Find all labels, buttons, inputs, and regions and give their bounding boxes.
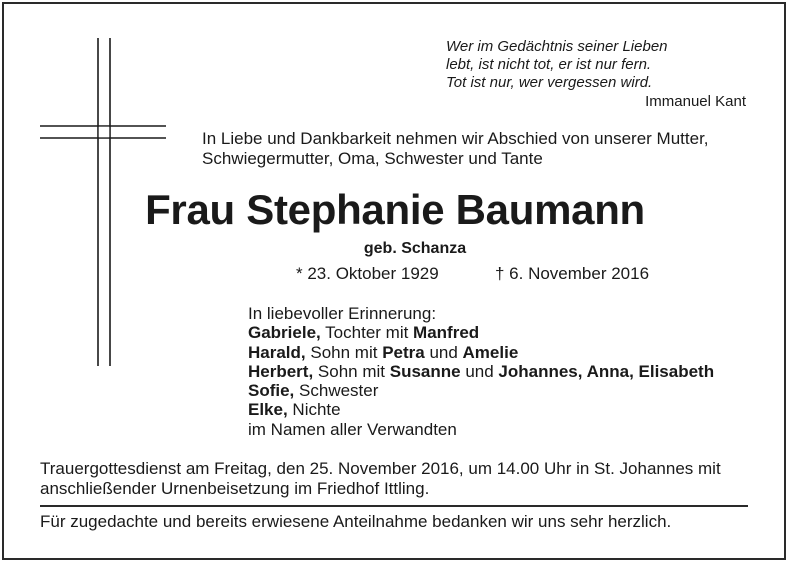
mourner-name: Johannes, Anna, Elisabeth: [498, 361, 715, 381]
mourner-row: [248, 323, 768, 342]
relation-text: Nichte: [287, 400, 341, 420]
relation-text: Tochter mit: [320, 323, 414, 343]
death-date: † 6. November 2016: [495, 264, 650, 283]
quote-line: Tot ist nur, wer vergessen wird.: [446, 74, 653, 91]
service-line: anschließender Urnenbeisetzung im Friedhof Ittling.: [40, 479, 430, 498]
mourner-row: [248, 343, 768, 362]
mourners-list: [248, 304, 768, 439]
thanks-text: Für zugedachte und bereits erwiesene Anteilnahme bedanken wir uns sehr herzlich.: [40, 512, 672, 531]
quote-line: lebt, ist nicht tot, er ist nur fern.: [446, 56, 652, 73]
intro-text: [202, 129, 762, 169]
relation-text: Sohn mit: [313, 361, 390, 381]
mourner-row: [248, 362, 768, 381]
birth-date: * 23. Oktober 1929: [296, 264, 439, 283]
mourner-name: Gabriele,: [248, 323, 321, 343]
mourner-name: Harald,: [248, 342, 306, 362]
mourners-heading: In liebevoller Erinnerung:: [248, 304, 437, 323]
mourners-closing: im Namen aller Verwandten: [248, 419, 457, 439]
intro-line: In Liebe und Dankbarkeit nehmen wir Abschied von unserer Mutter,: [202, 129, 709, 148]
deceased-name: Frau Stephanie Baumann: [145, 186, 645, 233]
mourner-row: [248, 381, 768, 400]
relation-text: Sohn mit: [305, 342, 383, 362]
mourner-name: Susanne: [389, 361, 461, 381]
quote: [446, 38, 746, 111]
service-line: Trauergottesdienst am Freitag, den 25. November 2016, um 14.00 Uhr in St. Johannes mit: [40, 459, 721, 478]
mourner-name: Herbert,: [248, 361, 314, 381]
mourner-name: Manfred: [413, 323, 480, 343]
mourner-name: Sofie,: [248, 381, 295, 401]
relation-text: Schwester: [294, 381, 379, 401]
quote-author: Immanuel Kant: [645, 93, 746, 110]
relation-text: und: [424, 342, 463, 362]
quote-line: Wer im Gedächtnis seiner Lieben: [446, 38, 668, 55]
divider: [40, 505, 748, 507]
intro-line: Schwiegermutter, Oma, Schwester und Tante: [202, 149, 543, 168]
mourner-name: Elke,: [248, 400, 288, 420]
maiden-name: geb. Schanza: [363, 240, 467, 257]
mourner-name: Petra: [382, 342, 425, 362]
mourner-row: [248, 400, 768, 419]
mourner-name: Amelie: [462, 342, 519, 362]
relation-text: und: [460, 361, 499, 381]
service-info: [40, 459, 760, 499]
